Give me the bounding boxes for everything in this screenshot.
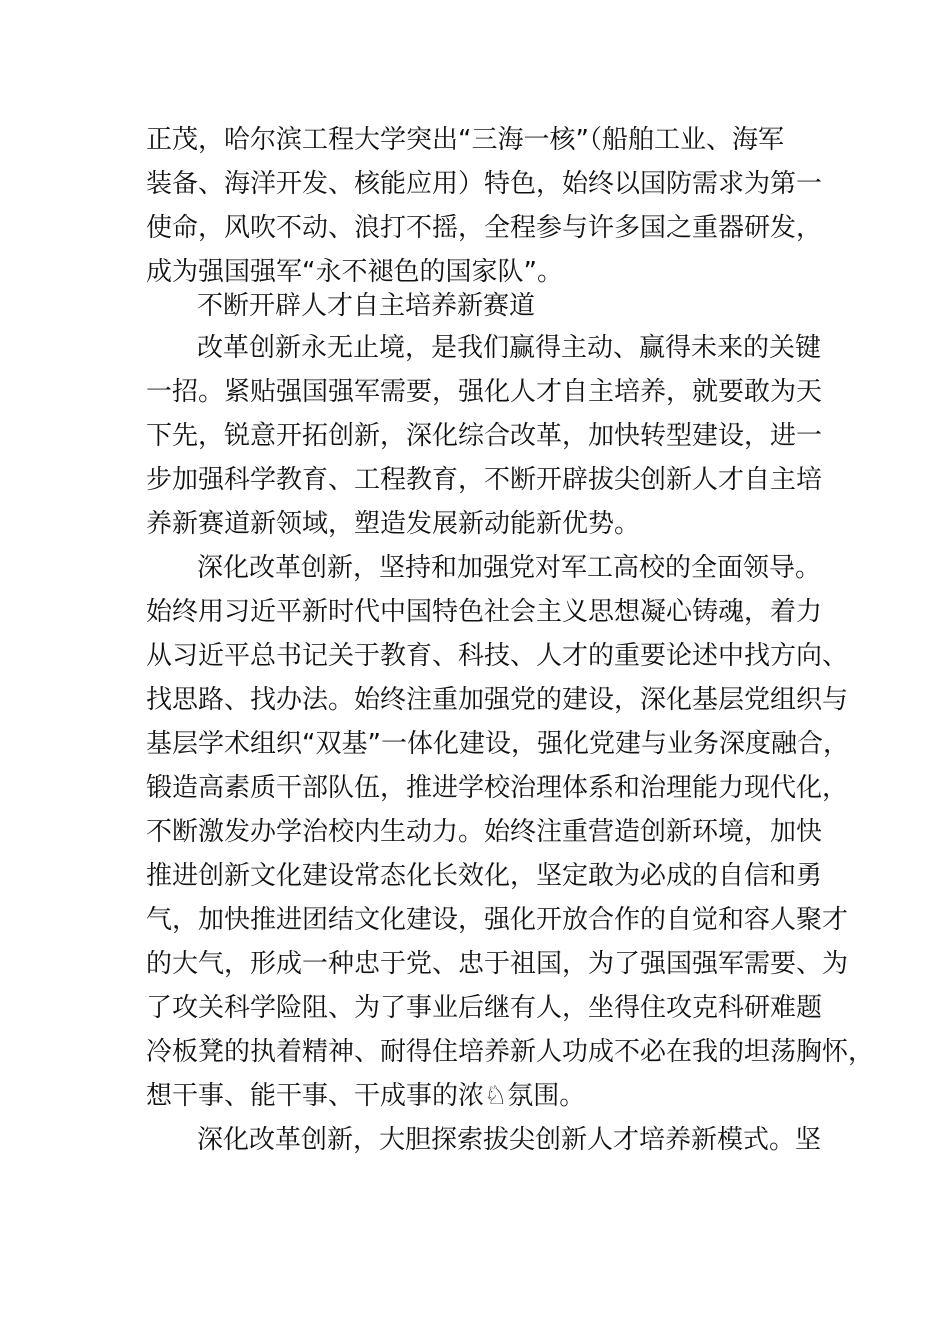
text-line: 下先，锐意开拓创新，深化综合改革，加快转型建设，进一: [146, 421, 823, 451]
text-line: 始终用习近平新时代中国特色社会主义思想凝心铸魂，着力: [146, 597, 823, 627]
text-line: 装备、海洋开发、核能应用）特色，始终以国防需求为第一: [146, 169, 823, 199]
section-heading: 不断开辟人才自主培养新赛道: [197, 291, 536, 321]
text-line: 深化改革创新，大胆探索拔尖创新人才培养新模式。坚: [197, 1125, 822, 1155]
text-line: 的大气，形成一种忠于党、忠于祖国，为了强国强军需要、为: [146, 949, 849, 979]
text-line: 气，加快推进团结文化建设，强化开放合作的自觉和容人聚才: [146, 905, 849, 935]
text-line: 了攻关科学险阻、为了事业后继有人，坐得住攻克科研难题: [146, 993, 823, 1023]
text-line: 锻造高素质干部队伍，推进学校治理体系和治理能力现代化，: [146, 773, 849, 803]
text-line: 从习近平总书记关于教育、科技、人才的重要论述中找方向、: [146, 641, 849, 671]
text-line: 改革创新永无止境，是我们赢得主动、赢得未来的关键: [197, 333, 822, 363]
text-line: 成为强国强军“永不褪色的国家队”。: [146, 257, 563, 287]
text-line: 使命，风吹不动、浪打不摇，全程参与许多国之重器研发，: [146, 213, 823, 243]
text-line: 步加强科学教育、工程教育，不断开辟拔尖创新人才自主培: [146, 465, 823, 495]
text-line: 想干事、能干事、干成事的浓♘氛围。: [146, 1081, 586, 1111]
text-line: 冷板凳的执着精神、耐得住培养新人功成不必在我的坦荡胸怀，: [146, 1037, 875, 1067]
text-line: 基层学术组织“双基”一体化建设，强化党建与业务深度融合，: [146, 729, 849, 759]
text-line: 找思路、找办法。始终注重加强党的建设，深化基层党组织与: [146, 685, 849, 715]
text-line: 养新赛道新领域，塑造发展新动能新优势。: [146, 509, 641, 539]
text-line: 推进创新文化建设常态化长效化，坚定敢为必成的自信和勇: [146, 861, 823, 891]
text-line: 深化改革创新，坚持和加强党对军工高校的全面领导。: [197, 553, 822, 583]
text-line: 一招。紧贴强国强军需要，强化人才自主培养，就要敢为天: [146, 377, 823, 407]
text-line: 不断激发办学治校内生动力。始终注重营造创新环境，加快: [146, 817, 823, 847]
text-line: 正茂，哈尔滨工程大学突出“三海一核”（船舶工业、海军: [146, 125, 784, 155]
